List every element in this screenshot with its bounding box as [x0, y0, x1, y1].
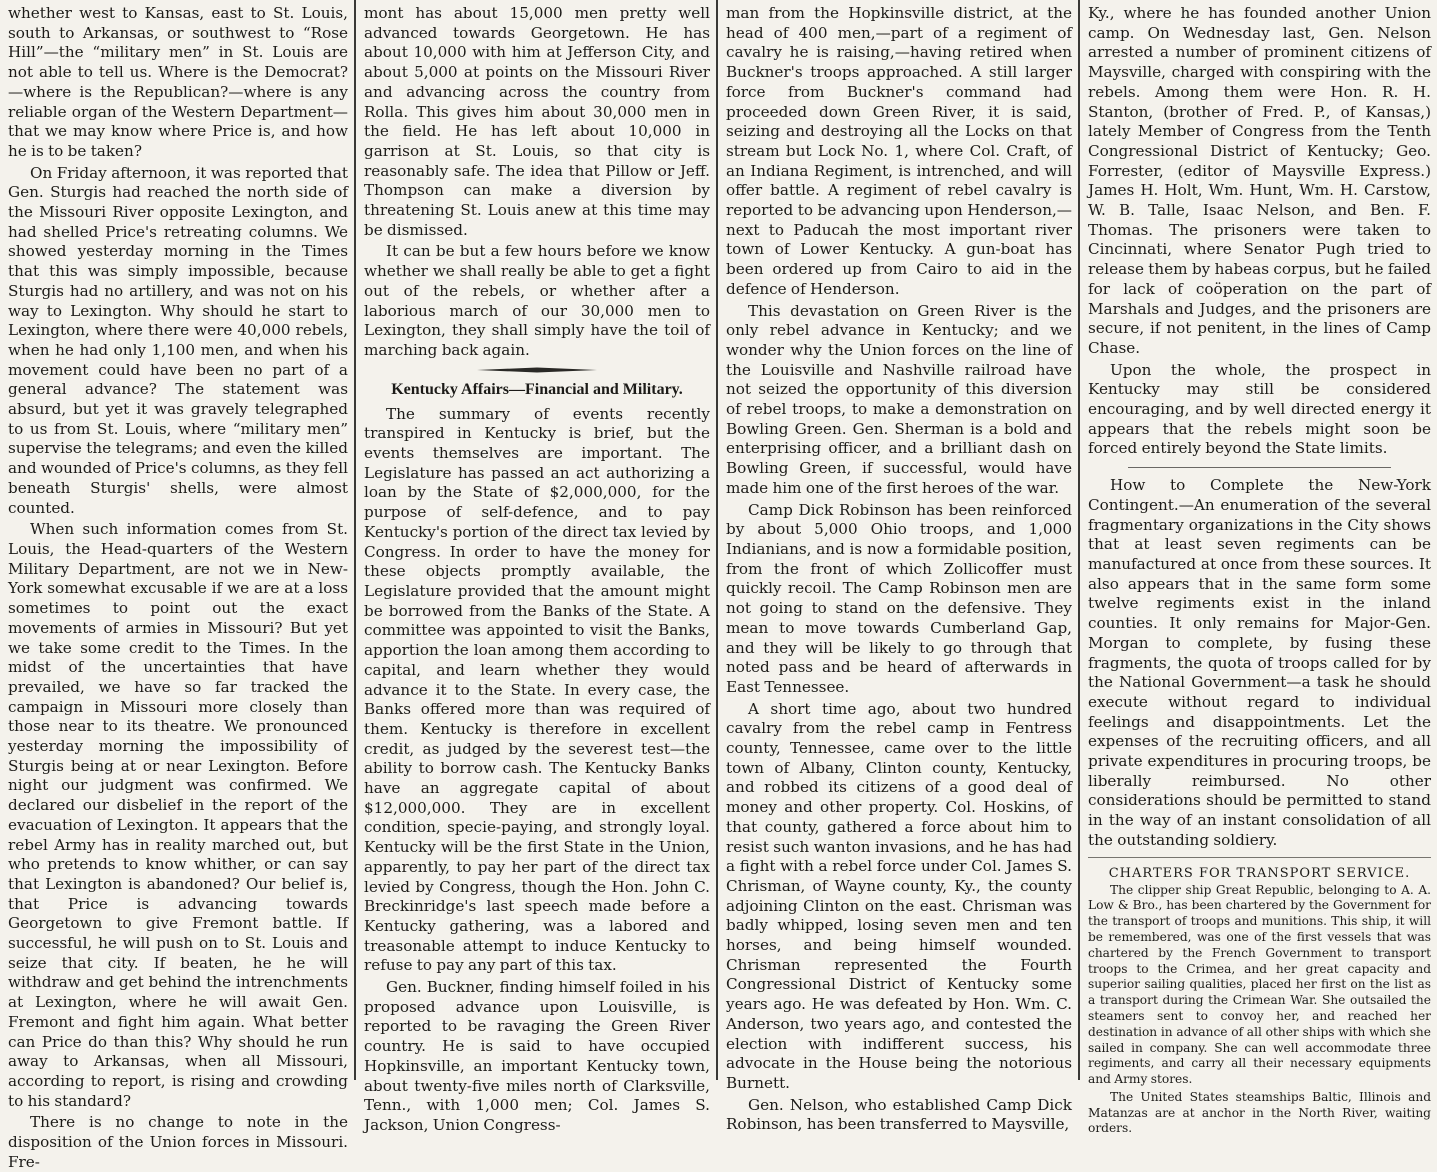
charters-paragraph: The United States steamships Baltic, Illinois and Matanzas are at anchor in the North River, waiting orders.: [1088, 1089, 1431, 1136]
paragraph: The summary of events recently transpired in Kentucky is brief, but the events themselves are important. The Legislature has passed an act authorizing a loan by the State of $2,000,000, for the purpose of self-defence, and to pay Kentucky's portion of the direct tax levied by Congress. In order to have the money for these objects promptly available, the Legislature provided that the amount might be borrowed from the Banks of the State. A committee was appointed to visit the Banks, apportion the loan among them according to capital, and learn whether they would advance it to the State. In every case, the Banks offered more than was required of them. Kentucky is therefore in excellent credit, as judged by the severest test—the ability to borrow cash. The Kentucky Banks have an aggregate capital of about $12,000,000. They are in excellent condition, specie-paying, and strongly loyal. Kentucky will be the first State in the Union, apparently, to pay her part of the direct tax levied by Congress, though the Hon. John C. Breckinridge's last speech made before a Kentucky gathering, was a labored and treasonable attempt to induce Kentucky to refuse to pay any part of this tax.: [364, 404, 710, 975]
charters-paragraph: The clipper ship Great Republic, belonging to A. A. Low & Bro., has been chartered by the Government for the transport of troops and munitions. This ship, it will be remembered, was one of the first vessels that was chartered by the French Government to transport troops to the Crimea, and her great capacity and superior sailing qualities, placed her first on the list as a transport during the Crimean War. She outsailed the steamers sent to convoy her, and reached her destination in advance of all other ships with which she sailed in company. She can well accommodate three regiments, and carry all their necessary equipments and Army stores.: [1088, 882, 1431, 1087]
column-2: [356, 0, 716, 1134]
paragraph: This devastation on Green River is the only rebel advance in Kentucky; and we wonder why the Union forces on the line of the Louisville and Nashville railroad have not seized the opportunity of this diversion of rebel troops, to make a demonstration on Bowling Green. Gen. Sherman is a bold and enterprising officer, and a brilliant dash on Bowling Green, if successful, would have made him one of the first heroes of the war.: [726, 301, 1072, 497]
section-divider: [1128, 467, 1391, 468]
column-1: [0, 0, 354, 1171]
paragraph: Gen. Nelson, who established Camp Dick Robinson, has been transferred to Maysville,: [726, 1095, 1072, 1134]
section-cut-rule: [477, 367, 597, 373]
contingent-paragraph: How to Complete the New-York Contingent.—An enumeration of the several fragmentary organizations in the City shows that at least seven regiments can be manufactured at once from these sources. It also appears that in the same form some twelve regiments exist in the inland counties. It only remains for Major-Gen. Morgan to complete, by fusing these fragments, the quota of troops called for by the National Government—a task he should execute without regard to individual feelings and disappointments. Let the expenses of the recruiting officers, and all private expenditures in procuring troops, be liberally reimbursed. No other considerations should be permitted to stand in the way of an instant consolidation of all the outstanding soldiery.: [1088, 476, 1431, 849]
paragraph: mont has about 15,000 men pretty well advanced towards Georgetown. He has about 10,000 with him at Jefferson City, and about 5,000 at points on the Missouri River and advancing across the country from Rolla. This gives him about 30,000 men in the field. He has left about 10,000 in garrison at St. Louis, so that city is reasonably safe. The idea that Pillow or Jeff. Thompson can make a diversion by threatening St. Louis anew at this time may be dismissed.: [364, 4, 710, 239]
paragraph: Gen. Buckner, finding himself foiled in his proposed advance upon Louisville, is reported to be ravaging the Green River country. He is said to have occupied Hopkinsville, an important Kentucky town, about twenty-five miles north of Clarksville, Tenn., with 1,000 men; Col. James S. Jackson, Union Congress-: [364, 978, 710, 1134]
column-4: [1080, 0, 1437, 1136]
paragraph: man from the Hopkinsville district, at the head of 400 men,—part of a regiment of cavalry he is raising,—having retired when Buckner's troops approached. A still larger force from Buckner's command had proceeded down Green River, it is said, seizing and destroying all the Locks on that stream but Lock No. 1, where Col. Craft, of an Indiana Regiment, is intrenched, and will offer battle. A regiment of rebel cavalry is reported to be advancing upon Henderson,—next to Paducah the most important river town of Lower Kentucky. A gun-boat has been ordered up from Cairo to aid in the defence of Henderson.: [726, 4, 1072, 298]
paragraph: Ky., where he has founded another Union camp. On Wednesday last, Gen. Nelson arrested a number of prominent citizens of Maysville, charged with conspiring with the rebels. Among them were Hon. R. H. Stanton, (brother of Fred. P., of Kansas,) lately Member of Congress from the Tenth Congressional District of Kentucky; Geo. Forrester, (editor of Maysville Express.) James H. Holt, Wm. Hunt, Wm. H. Carstow, W. B. Talle, Isaac Nelson, and Ben. F. Thomas. The prisoners were taken to Cincinnati, where Senator Pugh tried to release them by habeas corpus, but he failed for lack of coöperation on the part of Marshals and Judges, and the prisoners are secure, if not penitent, in the lines of Camp Chase.: [1088, 4, 1431, 357]
article-heading: Kentucky Affairs—Financial and Military.: [391, 380, 683, 398]
paragraph: It can be but a few hours before we know whether we shall really be able to get a fight out of the rebels, or whether after a laborious march of our 30,000 men to Lexington, they shall simply have the toil of marching back again.: [364, 242, 710, 359]
paragraph: There is no change to note in the disposition of the Union forces in Missouri. Fre-: [8, 1113, 348, 1171]
paragraph: When such information comes from St. Louis, the Head-quarters of the Western Military Department, are not we in New-York somewhat excusable if we are at a loss sometimes to point out the exact movements of armies in Missouri? But yet we take some credit to the Times. In the midst of the uncertainties that have prevailed, we have so far tracked the campaign in Missouri more closely than those near to its theatre. We pronounced yesterday morning the impossibility of Sturgis being at or near Lexington. Before night our judgment was confirmed. We declared our disbelief in the report of the evacuation of Lexington. It appears that the rebel Army has in reality marched out, but who pretends to know whither, or can say that Lexington is abandoned? Our belief is, that Price is advancing towards Georgetown to give Fremont battle. If successful, he will push on to St. Louis and seize that city. If beaten, he he will withdraw and get behind the intrenchments at Lexington, where he will await Gen. Fremont and fight him again. What better can Price do than this? Why should he run away to Arkansas, when all Missouri, according to report, is rising and crowding to his standard?: [8, 520, 348, 1110]
paragraph: A short time ago, about two hundred cavalry from the rebel camp in Fentress county, Tennessee, came over to the little town of Albany, Clinton county, Kentucky, and robbed its citizens of a good deal of money and other property. Col. Hoskins, of that county, gathered a force about him to resist such wanton invasions, and he has had a fight with a rebel force under Col. James S. Chrisman, of Wayne county, Ky., the county adjoining Clinton on the east. Chrisman was badly whipped, losing seven men and ten horses, and being himself wounded. Chrisman represented the Fourth Congressional District of Kentucky some years ago. He was defeated by Hon. Wm. C. Anderson, two years ago, and contested the election with indifferent success, his advocate in the House being the notorious Burnett.: [726, 699, 1072, 1092]
charters-heading: CHARTERS FOR TRANSPORT SERVICE.: [1108, 865, 1411, 881]
paragraph: Upon the whole, the prospect in Kentucky may still be considered encouraging, and by well directed energy it appears that the rebels might soon be forced entirely beyond the State limits.: [1088, 360, 1431, 458]
paragraph: whether west to Kansas, east to St. Louis, south to Arkansas, or southwest to “Rose Hill”—the “military men” in St. Louis are not able to tell us. Where is the Democrat? —where is the Republican?—where is any reliable organ of the Western Department—that we may know where Price is, and how he is to be taken?: [8, 4, 348, 160]
paragraph: On Friday afternoon, it was reported that Gen. Sturgis had reached the north side of the Missouri River opposite Lexington, and had shelled Price's retreating columns. We showed yesterday morning in the Times that this was simply impossible, because Sturgis had no artillery, and was not on his way to Lexington. Why should he start to Lexington, where there were 40,000 rebels, when he had only 1,100 men, and when his movement could have been no part of a general advance? The statement was absurd, but yet it was gravely telegraphed to us from St. Louis, where “military men” supervise the telegrams; and even the killed and wounded of Price's columns, as they fell beneath Sturgis' shells, were almost counted.: [8, 163, 348, 517]
paragraph: Camp Dick Robinson has been reinforced by about 5,000 Ohio troops, and 1,000 Indianians, and is now a formidable position, from the front of which Zollicoffer must quickly recoil. The Camp Robinson men are not going to stand on the defensive. They mean to move towards Cumberland Gap, and they will be likely to go through that noted pass and be heard of afterwards in East Tennessee.: [726, 500, 1072, 696]
charters-notice: [1088, 857, 1431, 1138]
column-3: [718, 0, 1078, 1134]
